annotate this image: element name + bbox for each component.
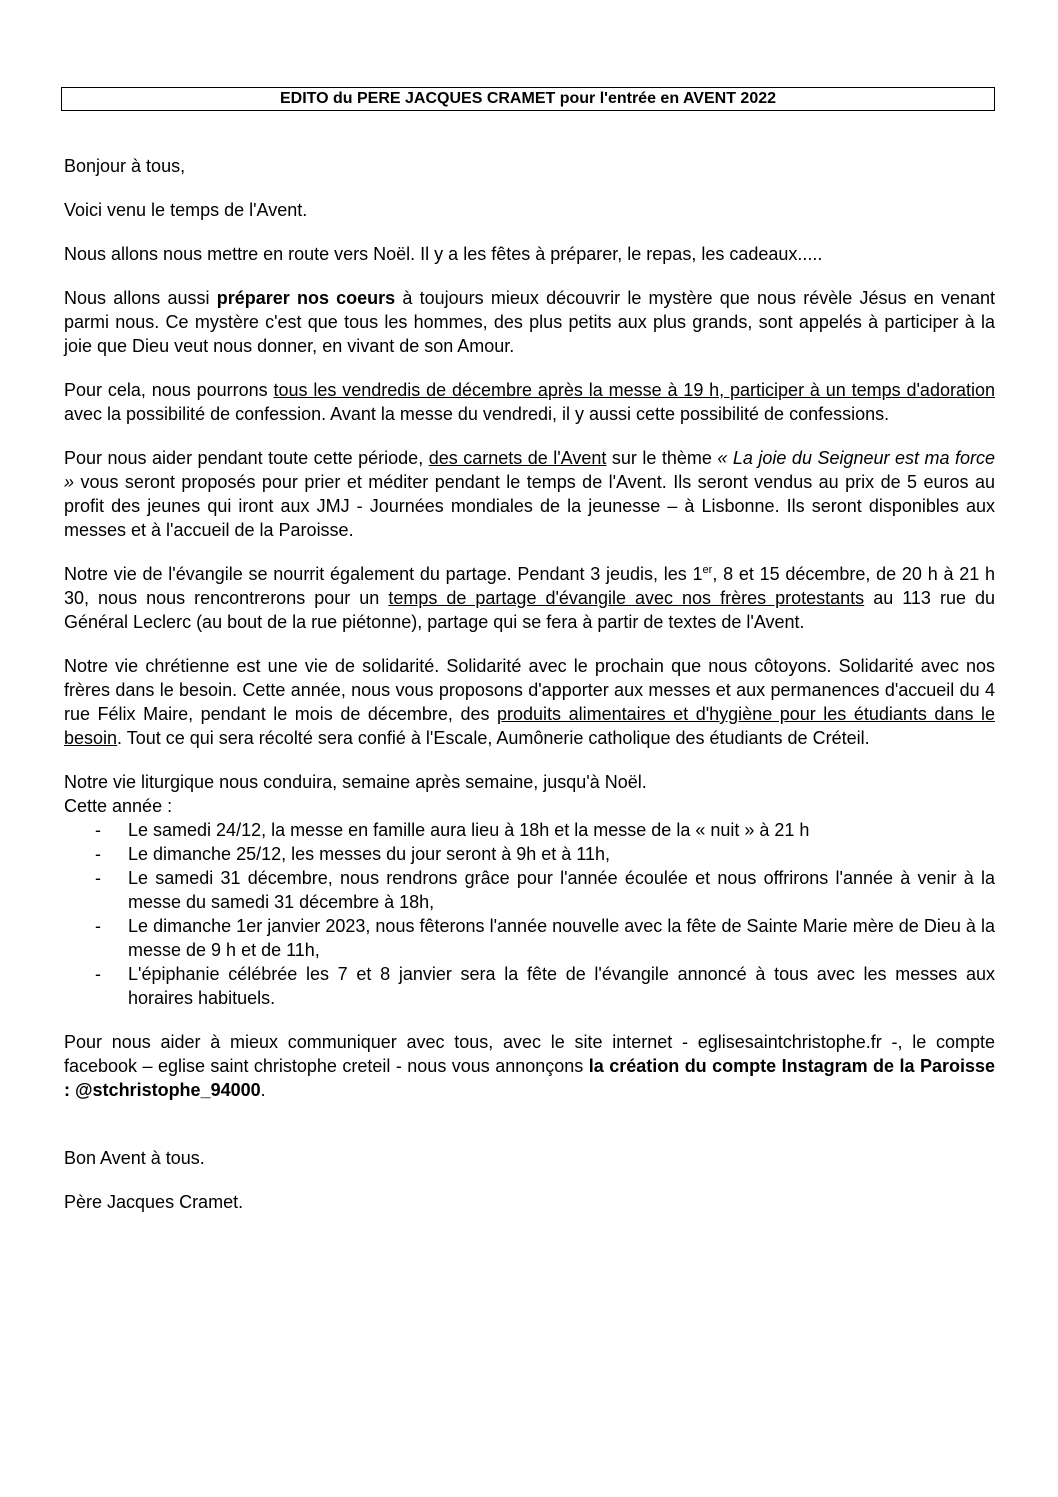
paragraph-solidarite-underlined: produits alimentaires et d'hygiène pour les étudiants dans le besoin <box>64 704 996 748</box>
signature: Père Jacques Cramet. <box>64 1192 244 1212</box>
list-item <box>64 866 995 914</box>
list-item <box>64 842 995 866</box>
paragraph-communication-bold: la création du compte Instagram de la Paroisse : @stchristophe_94000 <box>64 1056 996 1100</box>
closing: Bon Avent à tous. <box>64 1148 205 1168</box>
events-list <box>64 818 995 1010</box>
list-item-text: Le dimanche 25/12, les messes du jour seront à 9h et à 11h, <box>128 844 610 864</box>
paragraph-carnets-theme: « La joie du Seigneur est ma force » <box>64 448 996 492</box>
list-dash: - <box>95 916 101 936</box>
paragraph-communication-text-a: Pour nous aider à mieux communiquer avec tous, avec le site internet - eglisesaintchristophe.fr -, le compte facebook – eglise saint christophe creteil - nous vous annonçons <box>64 1032 995 1076</box>
paragraph-carnets-underlined: des carnets de l'Avent <box>428 448 607 468</box>
greeting: Bonjour à tous, <box>64 156 186 176</box>
paragraph-adoration-underlined: tous les vendredis de décembre après la messe à 19 h, participer à un temps d'adoration <box>273 380 995 400</box>
paragraph-partage-sup: er <box>702 564 713 576</box>
list-item-text: Le samedi 31 décembre, nous rendrons grâce pour l'année écoulée et nous offrirons l'année à venir à la messe du samedi 31 décembre à 18h, <box>128 868 995 912</box>
paragraph-communication-text-b: . <box>260 1080 266 1100</box>
list-dash: - <box>95 844 101 864</box>
list-item-text: L'épiphanie célébrée les 7 et 8 janvier sera la fête de l'évangile annoncé à tous avec les messes aux horaires habituels. <box>128 964 995 1008</box>
paragraph-liturgie-line1: Notre vie liturgique nous conduira, semaine après semaine, jusqu'à Noël. <box>64 772 647 792</box>
paragraph-carnets-text-b: sur le thème <box>606 448 718 468</box>
list-item <box>64 962 995 1010</box>
list-item <box>64 818 995 842</box>
list-dash: - <box>95 964 101 984</box>
letter-body <box>64 154 995 1234</box>
paragraph-carnets <box>64 446 995 542</box>
paragraph-adoration <box>64 378 995 426</box>
paragraph-communication <box>64 1030 995 1102</box>
page-title: EDITO du PERE JACQUES CRAMET pour l'entrée en AVENT 2022 <box>61 87 995 111</box>
paragraph-hearts <box>64 286 995 358</box>
paragraph-partage-text-b: , 8 et 15 décembre, de 20 h à 21 h 30, nous nous rencontrerons pour un <box>64 564 995 608</box>
paragraph-partage-text-c: au 113 rue du Général Leclerc (au bout de la rue piétonne), partage qui se fera à partir de textes de l'Avent. <box>64 588 996 632</box>
paragraph-solidarite <box>64 654 995 750</box>
paragraph-partage <box>64 562 995 634</box>
list-dash: - <box>95 868 101 888</box>
paragraph-liturgie-line2: Cette année : <box>64 796 173 816</box>
paragraph-liturgie <box>64 770 995 818</box>
paragraph-hearts-bold: préparer nos coeurs <box>216 288 396 308</box>
paragraph-adoration-text-b: avec la possibilité de confession. Avant la messe du vendredi, il y aussi cette possibilité de confessions. <box>64 404 890 424</box>
paragraph-partage-underlined: temps de partage d'évangile avec nos frères protestants <box>388 588 865 608</box>
paragraph-hearts-text-a: Nous allons aussi <box>64 288 217 308</box>
list-item-text: Le dimanche 1er janvier 2023, nous fêterons l'année nouvelle avec la fête de Sainte Marie mère de Dieu à la messe de 9 h et de 11h, <box>128 916 995 960</box>
list-dash: - <box>95 820 101 840</box>
paragraph-hearts-text-b: à toujours mieux découvrir le mystère que nous révèle Jésus en venant parmi nous. Ce mystère c'est que tous les hommes, des plus petits aux plus grands, sont appelés à participer à la joie que Dieu veut nous donner, en vivant de son Amour. <box>64 288 995 356</box>
paragraph-advent-intro: Voici venu le temps de l'Avent. <box>64 200 308 220</box>
paragraph-carnets-text-a: Pour nous aider pendant toute cette période, <box>64 448 429 468</box>
paragraph-solidarite-text-a: Notre vie chrétienne est une vie de solidarité. Solidarité avec le prochain que nous côtoyons. Solidarité avec nos frères dans le besoin. Cette année, nous vous proposons d'apporter aux messes et aux permanences d'accueil du 4 rue Félix Maire, pendant le mois de décembre, des <box>64 656 995 724</box>
paragraph-partage-text-a: Notre vie de l'évangile se nourrit également du partage. Pendant 3 jeudis, les 1 <box>64 564 703 584</box>
paragraph-preparations: Nous allons nous mettre en route vers Noël. Il y a les fêtes à préparer, le repas, les cadeaux..... <box>64 244 823 264</box>
paragraph-carnets-text-c: vous seront proposés pour prier et méditer pendant le temps de l'Avent. Ils seront vendus au prix de 5 euros au profit des jeunes qui iront aux JMJ - Journées mondiales de la jeunesse – à Lisbonne. Ils seront disponibles aux messes et à l'accueil de la Paroisse. <box>64 472 995 540</box>
paragraph-solidarite-text-b: . Tout ce qui sera récolté sera confié à l'Escale, Aumônerie catholique des étudiants de Créteil. <box>117 728 870 748</box>
paragraph-adoration-text-a: Pour cela, nous pourrons <box>64 380 274 400</box>
list-item <box>64 914 995 962</box>
list-item-text: Le samedi 24/12, la messe en famille aura lieu à 18h et la messe de la « nuit » à 21 h <box>128 820 810 840</box>
